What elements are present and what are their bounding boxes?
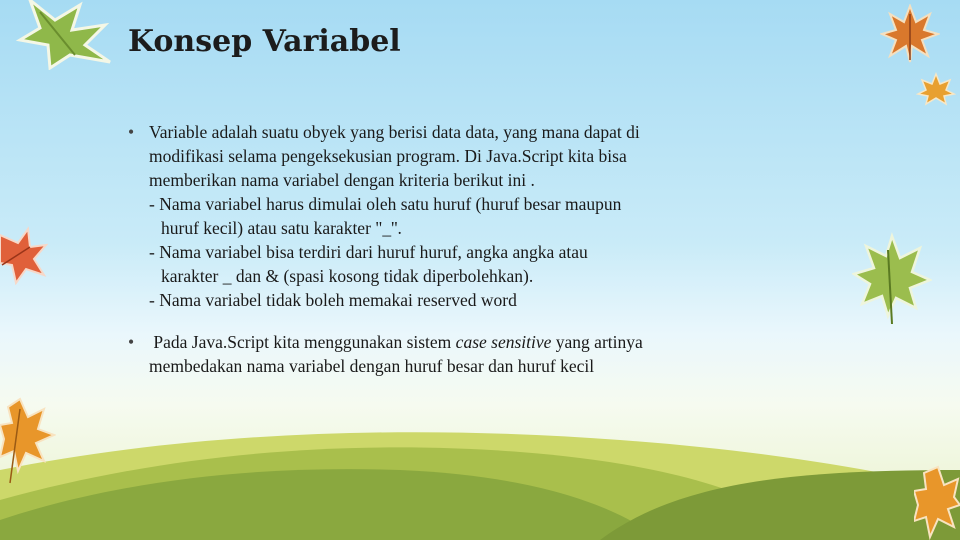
bullet-marker: • [128, 332, 135, 352]
maple-leaf-icon [880, 4, 940, 64]
maple-leaf-icon [852, 232, 932, 326]
text-segment: Pada Java.Script kita menggunakan sistem [149, 332, 456, 352]
bullet-marker: • [128, 122, 135, 142]
bullet-text-line: Variable adalah suatu obyek yang berisi data data, yang mana dapat di [149, 122, 640, 142]
maple-leaf-icon [0, 395, 56, 485]
rule-item-allowed-chars: - Nama variabel bisa terdiri dari huruf huruf, angka angka atau [149, 242, 588, 262]
bullet-text-line: modifikasi selama pengeksekusian program. Di Java.Script kita bisa [149, 146, 627, 166]
bullet-variable-definition [126, 120, 766, 312]
slide-content [126, 120, 766, 378]
rule-item-allowed-chars-cont: karakter _ dan & (spasi kosong tidak diperbolehkan). [161, 266, 534, 286]
bullet-text-line: memberikan nama variabel dengan kriteria berikut ini . [149, 170, 535, 190]
maple-leaf-icon [916, 72, 956, 106]
maple-leaf-icon [0, 0, 130, 70]
rule-item-first-char: - Nama variabel harus dimulai oleh satu huruf (huruf besar maupun [149, 194, 622, 214]
rule-item-reserved-word: - Nama variabel tidak boleh memakai reserved word [149, 290, 517, 310]
bullet-case-sensitive [126, 330, 766, 378]
maple-leaf-icon [0, 225, 48, 285]
slide-title: Konsep Variabel [128, 24, 401, 59]
rule-item-first-char-cont: huruf kecil) atau satu karakter "_''. [161, 218, 402, 238]
bullet-text-line [149, 330, 766, 354]
text-segment: yang artinya [551, 332, 643, 352]
bullet-text-line: membedakan nama variabel dengan huruf besar dan huruf kecil [149, 356, 595, 376]
maple-leaf-icon [914, 465, 960, 540]
emphasis-term: case sensitive [455, 332, 552, 352]
